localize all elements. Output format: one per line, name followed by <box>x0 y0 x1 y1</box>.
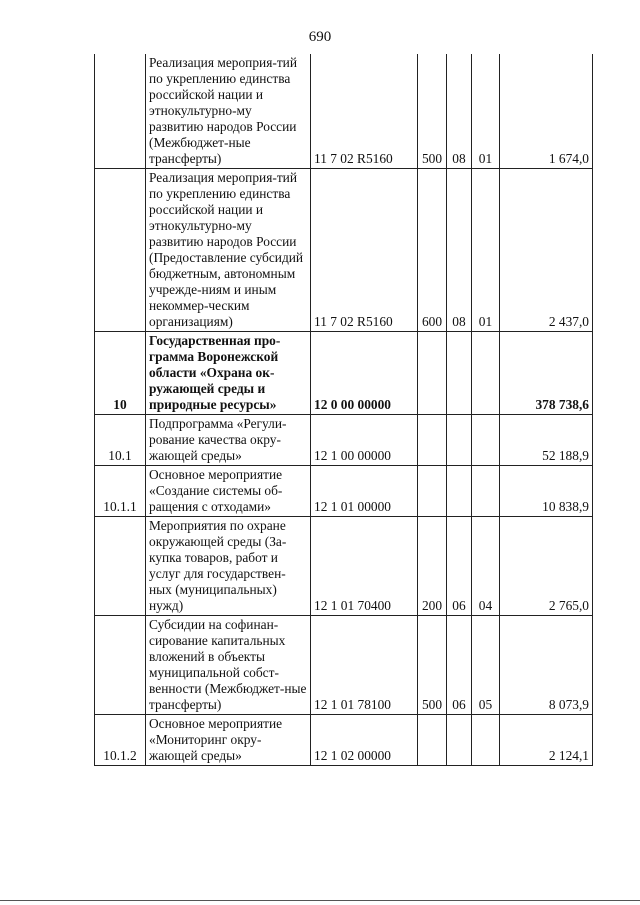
section-code-cell <box>447 332 472 415</box>
row-number-cell <box>95 169 146 332</box>
section-code-cell <box>447 466 472 517</box>
table-row <box>95 332 593 415</box>
item-name-cell: Основное мероприятие «Создание системы об-ращения с отходами» <box>146 466 311 517</box>
expense-type-cell: 200 <box>418 517 447 616</box>
table-row <box>95 54 593 169</box>
amount-cell: 2 437,0 <box>500 169 593 332</box>
subsection-code-cell: 04 <box>472 517 500 616</box>
table-row <box>95 517 593 616</box>
footer-rule <box>0 900 640 901</box>
budget-table <box>94 54 593 766</box>
item-name-cell: Реализация мероприя-тий по укреплению единства российской нации и этнокультурно-му развитию народов России (Межбюджет-ные трансферты) <box>146 54 311 169</box>
table-row <box>95 415 593 466</box>
section-code-cell: 06 <box>447 517 472 616</box>
row-number-cell: 10.1.1 <box>95 466 146 517</box>
subsection-code-cell <box>472 466 500 517</box>
amount-cell: 8 073,9 <box>500 616 593 715</box>
table-row <box>95 715 593 766</box>
subsection-code-cell: 01 <box>472 169 500 332</box>
subsection-code-cell <box>472 332 500 415</box>
table-row <box>95 466 593 517</box>
target-code-cell: 11 7 02 R5160 <box>311 54 418 169</box>
section-code-cell: 08 <box>447 54 472 169</box>
amount-cell: 10 838,9 <box>500 466 593 517</box>
table-row <box>95 616 593 715</box>
amount-cell: 2 765,0 <box>500 517 593 616</box>
row-number-cell <box>95 517 146 616</box>
item-name-cell: Подпрограмма «Регули-рование качества окру-жающей среды» <box>146 415 311 466</box>
table-body <box>95 54 593 766</box>
target-code-cell: 12 0 00 00000 <box>311 332 418 415</box>
expense-type-cell <box>418 332 447 415</box>
table-row <box>95 169 593 332</box>
row-number-cell: 10.1 <box>95 415 146 466</box>
target-code-cell: 12 1 02 00000 <box>311 715 418 766</box>
amount-cell: 2 124,1 <box>500 715 593 766</box>
target-code-cell: 12 1 01 70400 <box>311 517 418 616</box>
expense-type-cell: 600 <box>418 169 447 332</box>
expense-type-cell <box>418 415 447 466</box>
amount-cell: 52 188,9 <box>500 415 593 466</box>
subsection-code-cell <box>472 715 500 766</box>
target-code-cell: 12 1 00 00000 <box>311 415 418 466</box>
expense-type-cell <box>418 715 447 766</box>
item-name-cell: Реализация мероприя-тий по укреплению единства российской нации и этнокультурно-му развитию народов России (Предоставление субсидий бюджетным, автономным учрежде-ниям и иным некоммер-ческим организациям) <box>146 169 311 332</box>
target-code-cell: 12 1 01 78100 <box>311 616 418 715</box>
subsection-code-cell: 01 <box>472 54 500 169</box>
target-code-cell: 12 1 01 00000 <box>311 466 418 517</box>
expense-type-cell: 500 <box>418 616 447 715</box>
item-name-cell: Субсидии на софинан-сирование капитальных вложений в объекты муниципальной собст-венности (Межбюджет-ные трансферты) <box>146 616 311 715</box>
target-code-cell: 11 7 02 R5160 <box>311 169 418 332</box>
page-number: 690 <box>308 29 332 45</box>
expense-type-cell <box>418 466 447 517</box>
item-name-cell: Мероприятия по охране окружающей среды (За-купка товаров, работ и услуг для государствен-ных (муниципальных) нужд) <box>146 517 311 616</box>
section-code-cell: 08 <box>447 169 472 332</box>
row-number-cell: 10.1.2 <box>95 715 146 766</box>
subsection-code-cell <box>472 415 500 466</box>
section-code-cell <box>447 415 472 466</box>
row-number-cell <box>95 54 146 169</box>
section-code-cell: 06 <box>447 616 472 715</box>
item-name-cell: Основное мероприятие «Мониторинг окру-жающей среды» <box>146 715 311 766</box>
expense-type-cell: 500 <box>418 54 447 169</box>
amount-cell: 378 738,6 <box>500 332 593 415</box>
row-number-cell: 10 <box>95 332 146 415</box>
section-code-cell <box>447 715 472 766</box>
amount-cell: 1 674,0 <box>500 54 593 169</box>
row-number-cell <box>95 616 146 715</box>
subsection-code-cell: 05 <box>472 616 500 715</box>
item-name-cell: Государственная про-грамма Воронежской области «Охрана ок-ружающей среды и природные ресурсы» <box>146 332 311 415</box>
